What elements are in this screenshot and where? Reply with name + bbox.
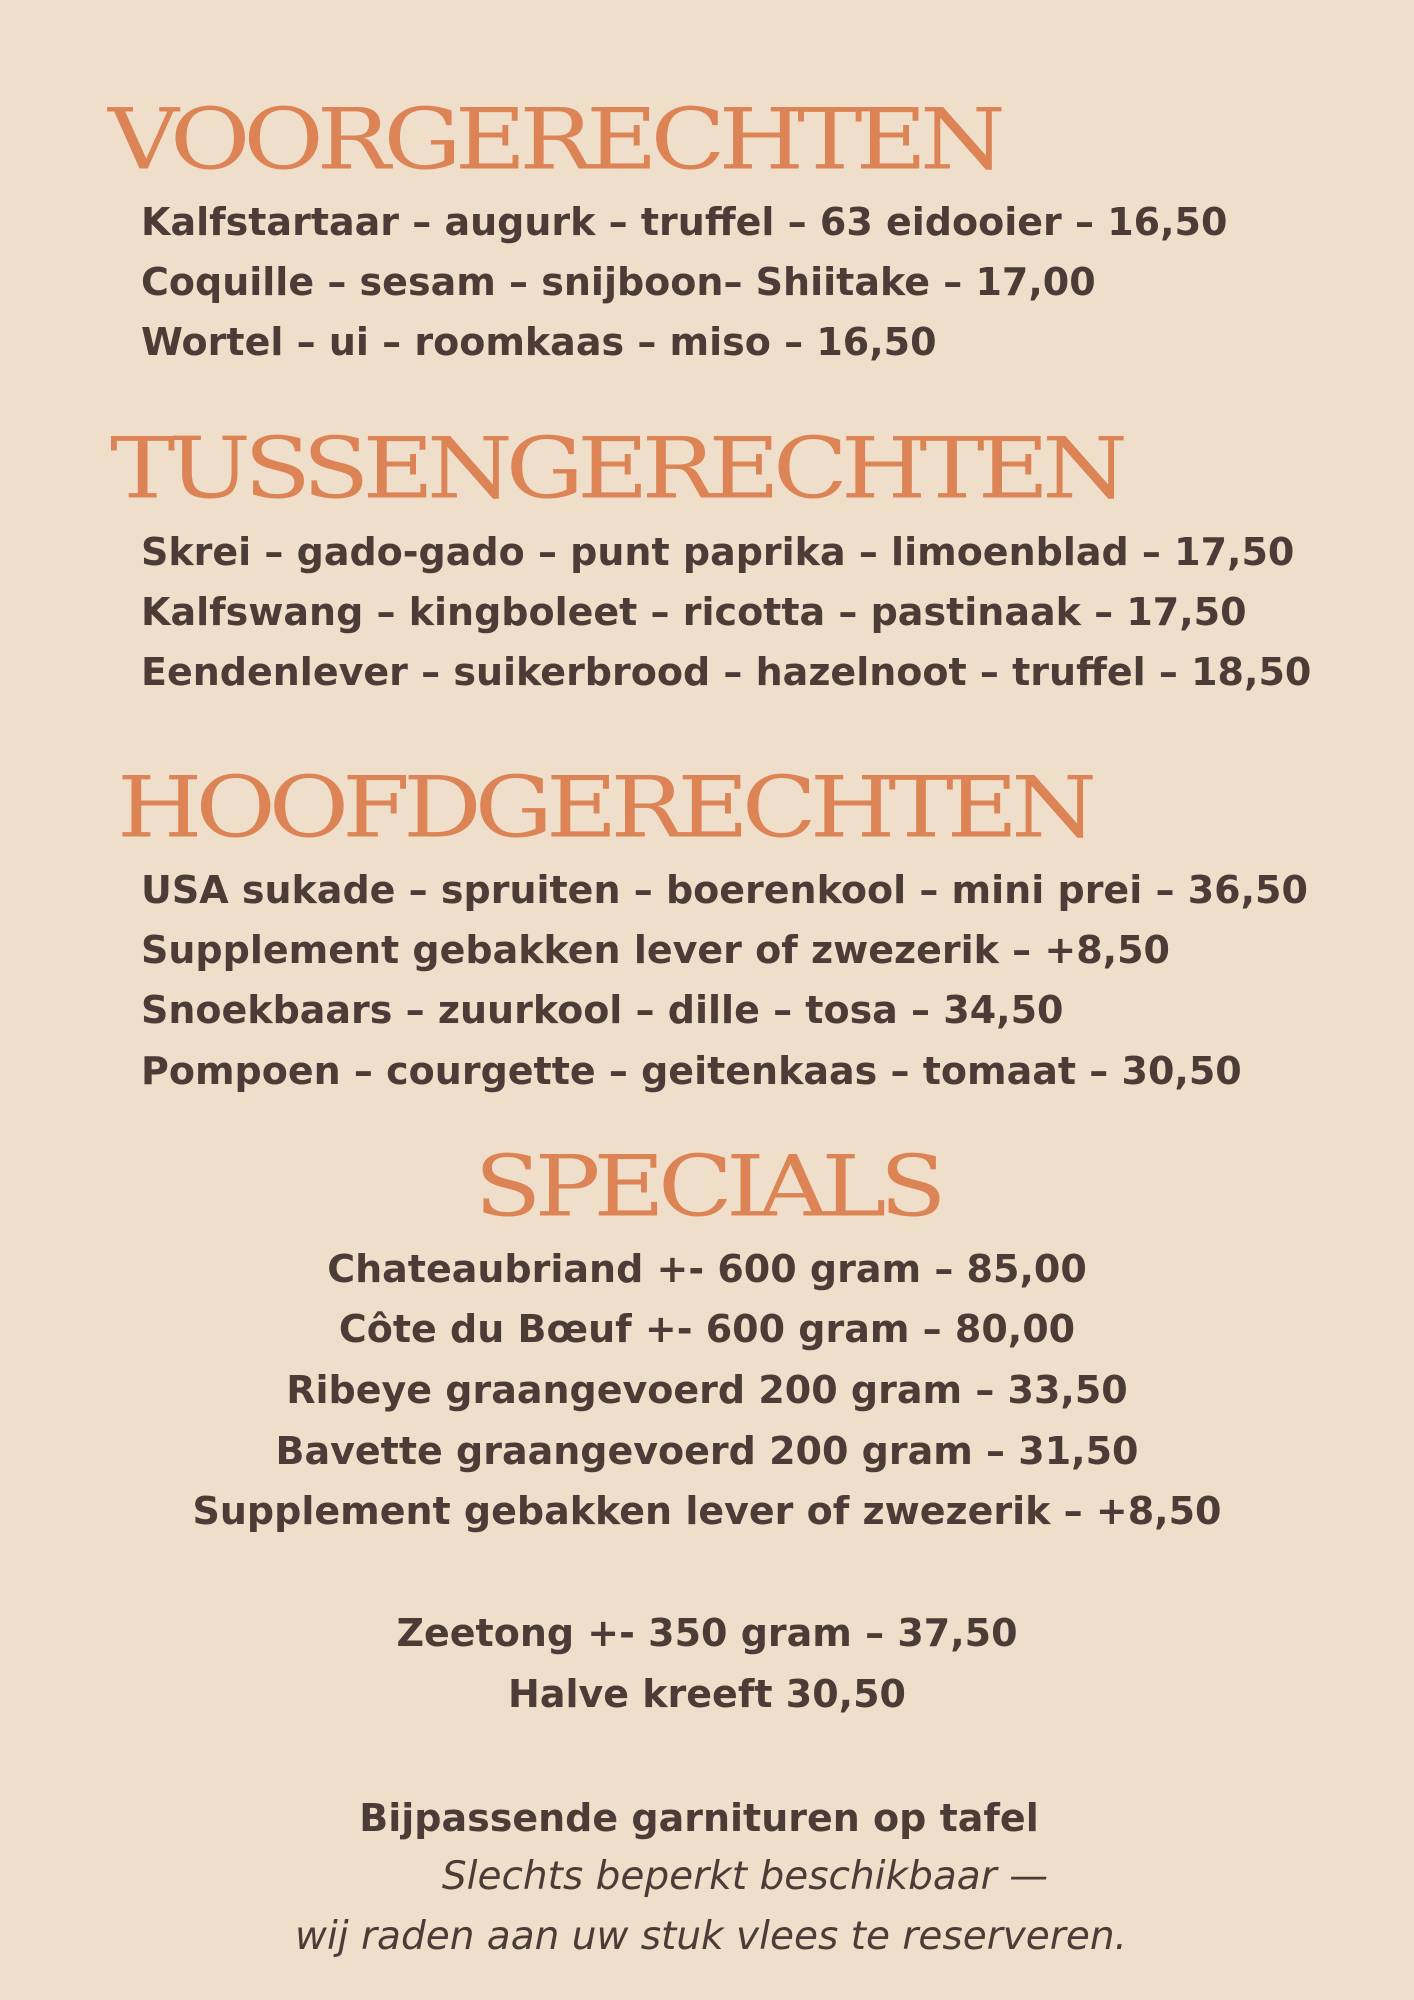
menu-item: Kalfstartaar – augurk – truffel – 63 eidooier – 16,50	[141, 200, 1228, 244]
menu-item: Ribeye graangevoerd 200 gram – 33,50	[286, 1368, 1128, 1412]
section-title-voorgerechten: VOORGERECHTEN	[108, 91, 999, 190]
section-title-tussengerechten: TUSSENGERECHTEN	[110, 420, 1122, 519]
menu-item: Kalfswang – kingboleet – ricotta – pastinaak – 17,50	[141, 590, 1247, 634]
garnish-note: Bijpassende garnituren op tafel	[359, 1796, 1039, 1840]
reservation-note: wij raden aan uw stuk vlees te reserveren.	[295, 1914, 1127, 1959]
menu-item: Pompoen – courgette – geitenkaas – tomaat – 30,50	[141, 1049, 1242, 1093]
menu-item: Skrei – gado-gado – punt paprika – limoenblad – 17,50	[141, 530, 1295, 574]
menu-item: Coquille – sesam – snijboon– Shiitake – 17,00	[141, 260, 1096, 304]
section-title-specials: SPECIALS	[474, 1138, 940, 1237]
section-title-hoofdgerechten: HOOFDGERECHTEN	[117, 759, 1090, 858]
availability-note: Slechts beperkt beschikbaar —	[441, 1854, 1049, 1899]
menu-item: Supplement gebakken lever of zwezerik – +8,50	[192, 1489, 1222, 1533]
menu-item: Bavette graangevoerd 200 gram – 31,50	[275, 1429, 1139, 1473]
menu-item: Côte du Bœuf +- 600 gram – 80,00	[338, 1307, 1076, 1351]
menu-item: Supplement gebakken lever of zwezerik – +8,50	[141, 928, 1170, 972]
menu-item: Chateaubriand +- 600 gram – 85,00	[327, 1247, 1087, 1291]
menu-item: Halve kreeft 30,50	[508, 1672, 906, 1716]
menu-item: Eendenlever – suikerbrood – hazelnoot – truffel – 18,50	[141, 650, 1312, 694]
menu-item: Wortel – ui – roomkaas – miso – 16,50	[141, 320, 937, 364]
menu-item: Snoekbaars – zuurkool – dille – tosa – 34,50	[141, 988, 1064, 1032]
menu-item: Zeetong +- 350 gram – 37,50	[396, 1611, 1018, 1655]
menu-item: USA sukade – spruiten – boerenkool – mini prei – 36,50	[141, 868, 1308, 912]
